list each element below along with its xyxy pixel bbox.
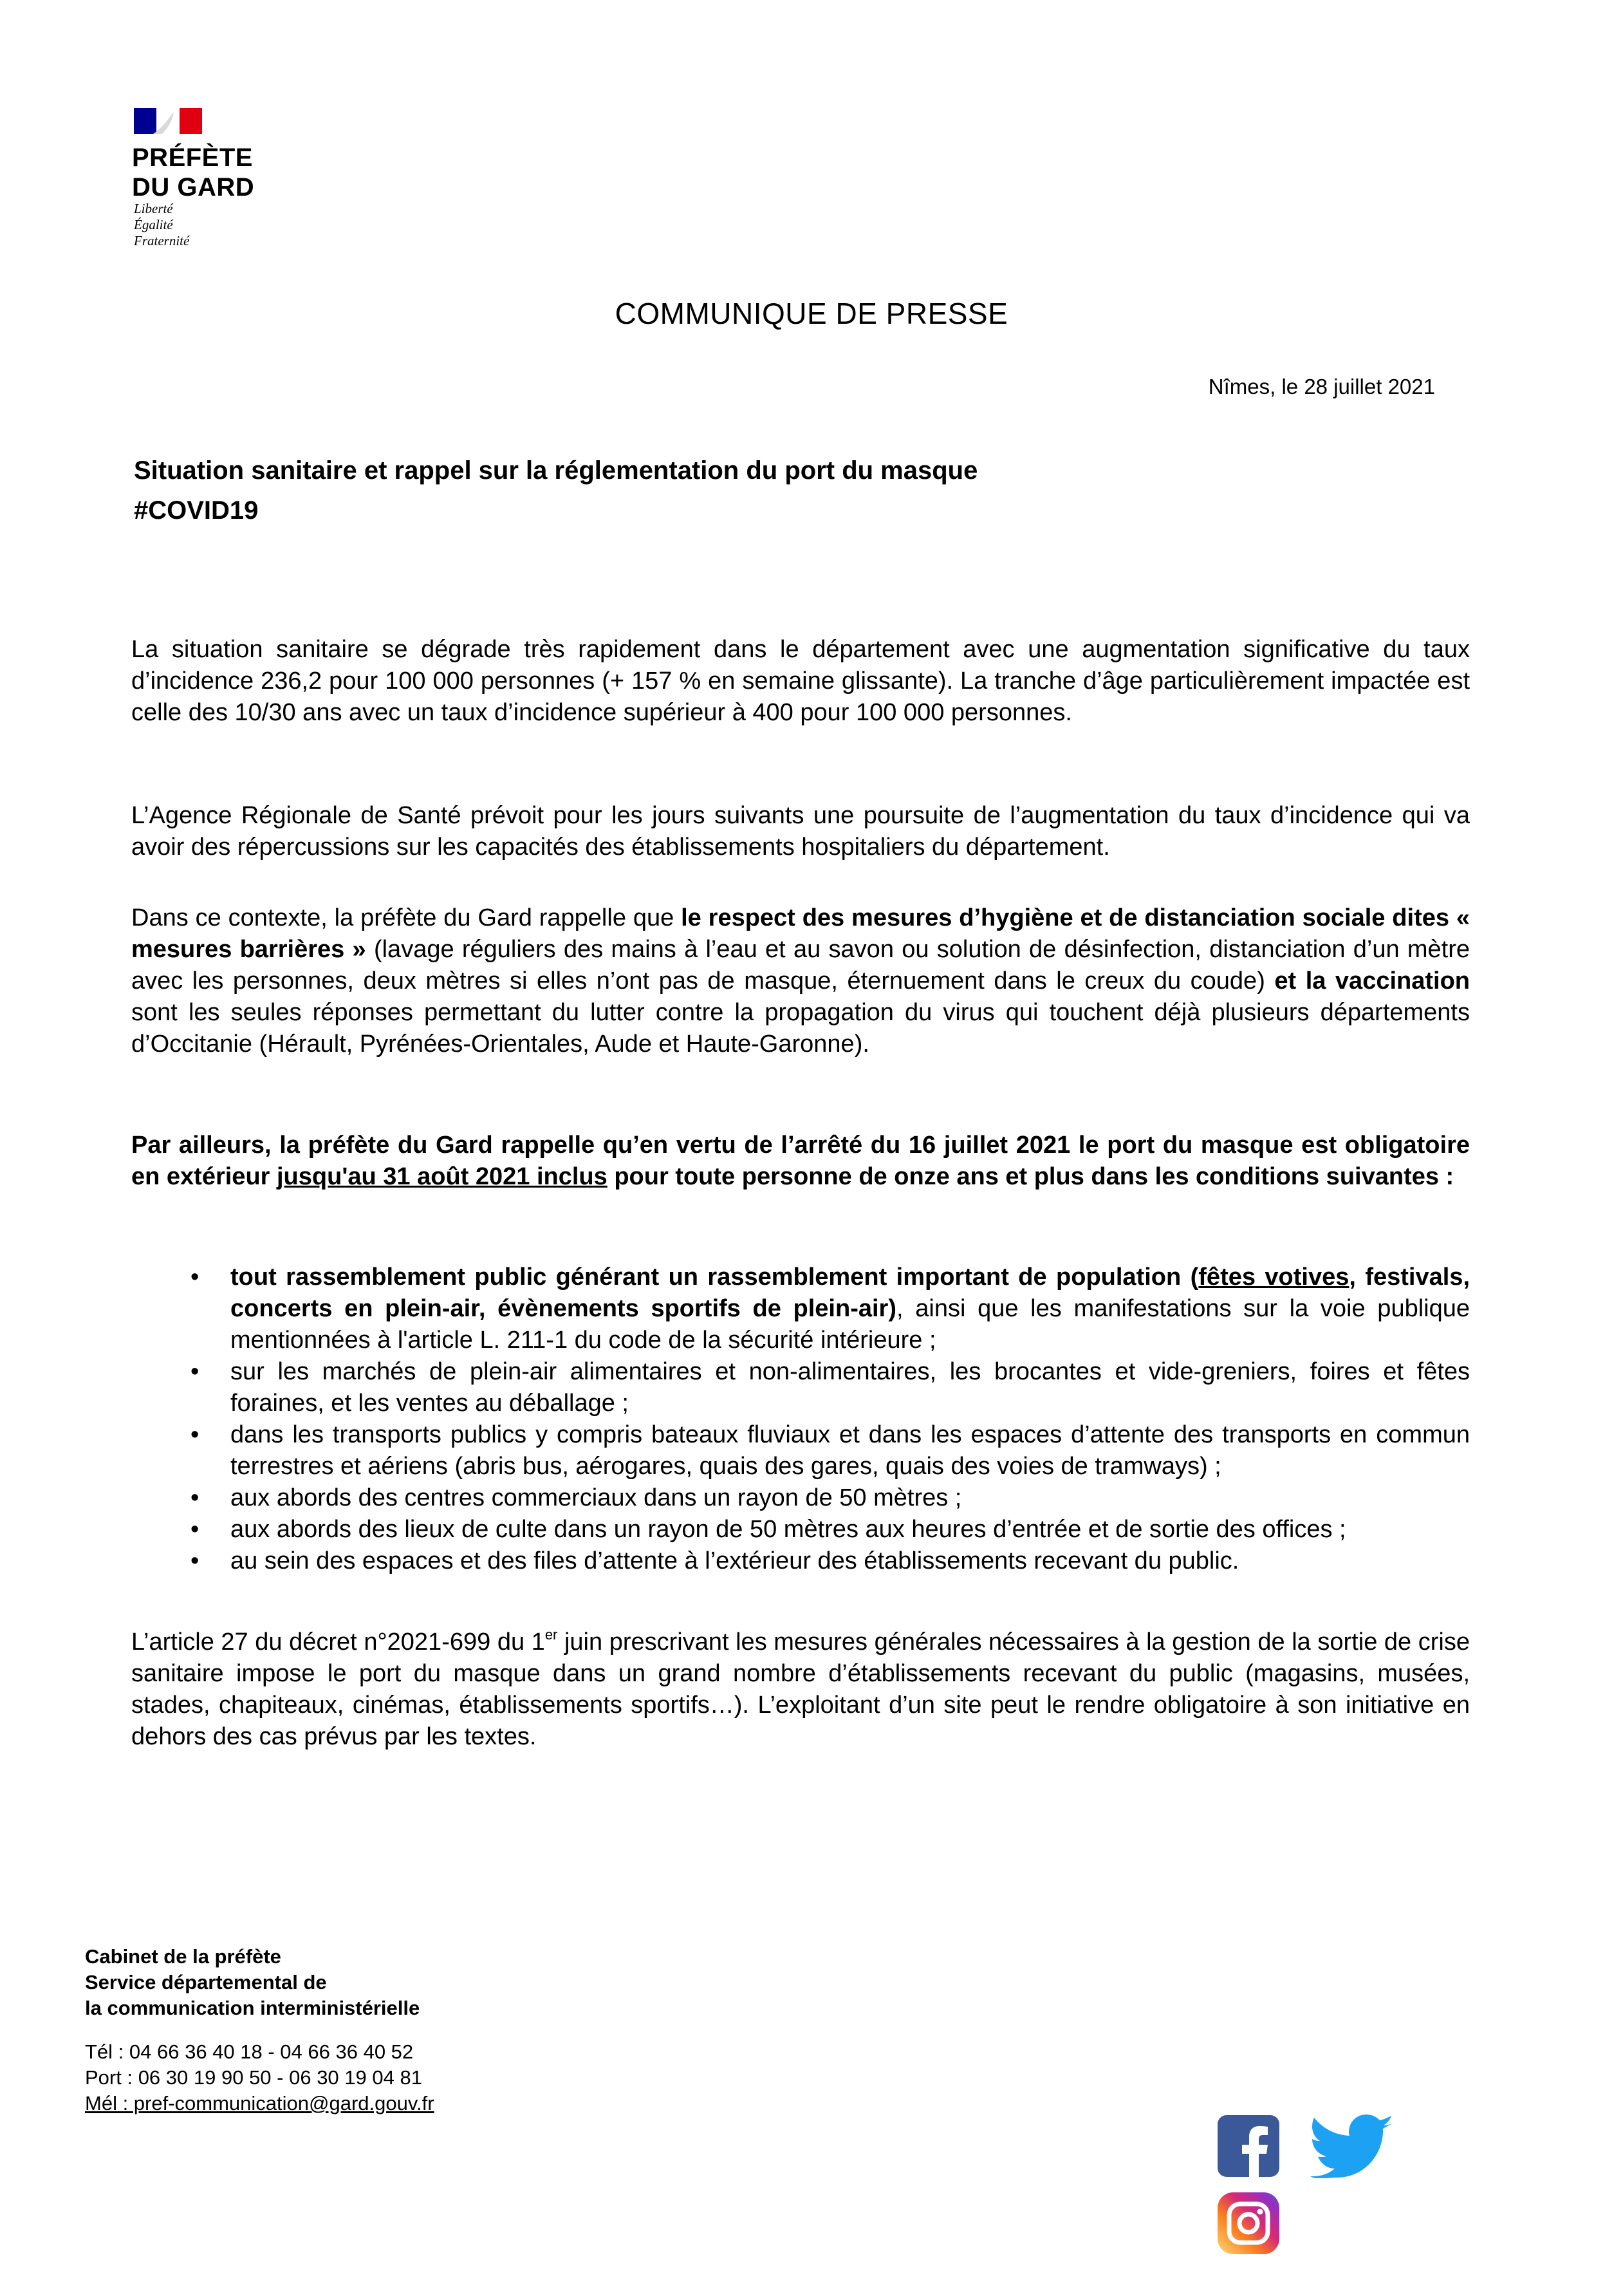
- footer-contact: [85, 2039, 434, 2116]
- p4-text-2: pour toute personne de onze ans et plus dans les conditions suivantes :: [607, 1163, 1454, 1190]
- p3-text-1: Dans ce contexte, la préfète du Gard rappelle que: [131, 904, 682, 931]
- motto-liberte: Liberté: [134, 201, 173, 216]
- subject-block: [134, 451, 978, 530]
- footer-email-link[interactable]: Mél : pref-communication@gard.gouv.fr: [85, 2092, 434, 2114]
- p4-underlined-date: jusqu'au 31 août 2021 inclus: [277, 1163, 607, 1190]
- p5-superscript: er: [544, 1627, 558, 1643]
- p3-bold-barriers: le respect des mesures d’hygiène et de distanciation sociale dites « mesures barrières »: [131, 904, 1470, 963]
- paragraph-situation: La situation sanitaire se dégrade très rapidement dans le département avec une augmentation significative du taux d’incidence 236,2 pour 100 000 personnes (+ 157 % en semaine glissante). La tranche d’âge particulièrement impactée est celle des 10/30 ans avec un taux d’incidence supérieur à 400 pour 100 000 personnes.: [131, 636, 1470, 726]
- paragraph-context: [131, 902, 1470, 1060]
- bullet-1-bold-b: , festivals, concerts en plein-air, évènements sportifs de plein-air): [230, 1264, 1470, 1322]
- logo-motto: [134, 201, 189, 249]
- list-item: • au sein des espaces et des files d’attente à l’extérieur des établissements recevant du public.: [187, 1545, 1470, 1577]
- subject-title: Situation sanitaire et rappel sur la réglementation du port du masque: [134, 456, 978, 485]
- conditions-list: [187, 1262, 1470, 1577]
- list-item: • sur les marchés de plein-air alimentaires et non-alimentaires, les brocantes et vide-greniers, foires et fêtes foraines, et les ventes au déballage ;: [187, 1356, 1470, 1419]
- footer-org-line-2: Service départemental de: [85, 1971, 327, 1993]
- footer-port: Port : 06 30 19 90 50 - 06 30 19 04 81: [85, 2066, 422, 2089]
- paragraph-decree: [131, 1627, 1470, 1753]
- bullet-1-rest: , ainsi que les manifestations sur la voie publique mentionnées à l'article L. 211-1 du code de la sécurité intérieure ;: [230, 1295, 1470, 1354]
- p3-text-3: sont les seules réponses permettant du lutter contre la propagation du virus qui touchent déjà plusieurs départements d’Occitanie (Hérault, Pyrénées-Orientales, Aude et Haute-Garonne).: [131, 999, 1470, 1058]
- facebook-icon[interactable]: [1216, 2114, 1281, 2178]
- subject-hashtag: #COVID19: [134, 496, 259, 525]
- motto-egalite: Égalité: [134, 217, 173, 232]
- list-item: • aux abords des lieux de culte dans un rayon de 50 mètres aux heures d’entrée et de sortie des offices ;: [187, 1514, 1470, 1545]
- logo-line-2: DU GARD: [132, 173, 255, 201]
- instagram-icon[interactable]: [1216, 2191, 1281, 2255]
- p5-text-1: L’article 27 du décret n°2021-699 du 1: [131, 1629, 545, 1656]
- motto-fraternite: Fraternité: [134, 233, 190, 248]
- footer-org-line-1: Cabinet de la préfète: [85, 1945, 281, 1968]
- p3-text-2: (lavage réguliers des mains à l’eau et au savon ou solution de désinfection, distanciation d’un mètre avec les personnes, deux mètres si elles n’ont pas de masque, éternuement dans le creux du coude): [131, 936, 1470, 994]
- list-item: • dans les transports publics y compris bateaux fluviaux et dans les espaces d’attente des transports en commun terrestres et aériens (abris bus, aérogares, quais des gares, quais des voies de tramways) ;: [187, 1419, 1470, 1482]
- logo-title: [132, 143, 254, 202]
- twitter-icon[interactable]: [1310, 2114, 1395, 2178]
- footer-organization: [85, 1944, 420, 2021]
- document-type-title: COMMUNIQUE DE PRESSE: [615, 297, 1008, 330]
- p5-text-2: juin prescrivant les mesures générales nécessaires à la gestion de la sortie de crise sanitaire impose le port du masque dans un grand nombre d’établissements recevant du public (magasins, musées, stades, chapiteaux, cinémas, établissements sportifs…). L’exploitant d’un site peut le rendre obligatoire à son initiative en dehors des cas prévus par les textes.: [131, 1629, 1470, 1750]
- p4-text-1: Par ailleurs, la préfète du Gard rappelle qu’en vertu de l’arrêté du 16 juillet 2021 le port du masque est obligatoire en extérieur: [131, 1132, 1470, 1190]
- footer-org-line-3: la communication interministérielle: [85, 1997, 420, 2019]
- footer-tel: Tél : 04 66 36 40 18 - 04 66 36 40 52: [85, 2040, 414, 2063]
- paragraph-ars: L’Agence Régionale de Santé prévoit pour les jours suivants une poursuite de l’augmentation du taux d’incidence qui va avoir des répercussions sur les capacités des établissements hospitaliers du département.: [131, 802, 1470, 861]
- bullet-1-bold-underlined: fêtes votives: [1198, 1264, 1349, 1291]
- dateline: Nîmes, le 28 juillet 2021: [1208, 375, 1435, 398]
- logo-line-1: PRÉFÈTE: [132, 144, 253, 172]
- p3-bold-vaccination: et la vaccination: [1274, 967, 1470, 994]
- list-item: [187, 1262, 1470, 1356]
- bullet-1-bold-a: tout rassemblement public générant un rassemblement important de population (: [230, 1264, 1199, 1291]
- republic-flag-logo: [134, 108, 202, 134]
- list-item: • aux abords des centres commerciaux dans un rayon de 50 mètres ;: [187, 1482, 1470, 1514]
- paragraph-mask-rule: [131, 1130, 1470, 1193]
